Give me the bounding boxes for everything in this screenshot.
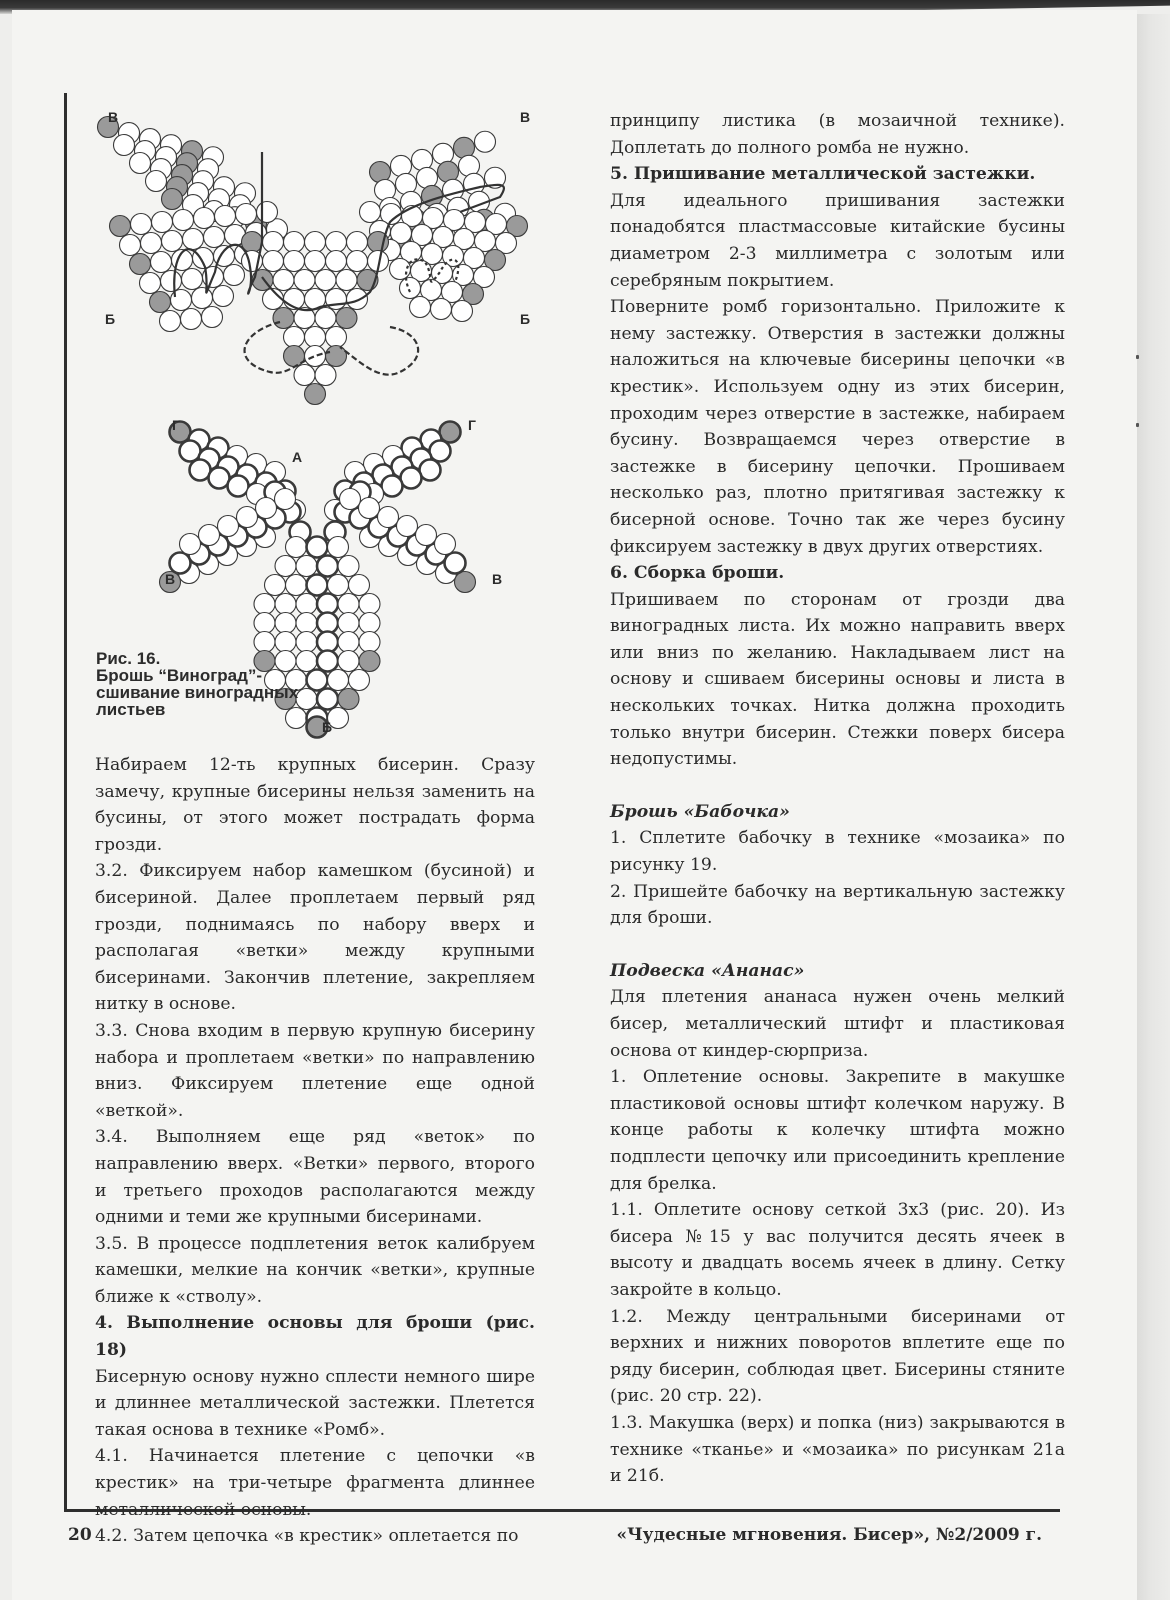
bead <box>410 297 431 318</box>
paragraph: 4.1. Начинается плетение с цепочки «в крестик» на три-четыре фрагмента длиннее металлической основы. <box>95 1446 535 1520</box>
left-text-column <box>95 752 535 1550</box>
bead <box>284 327 305 348</box>
bead <box>173 210 194 231</box>
bead <box>336 308 357 329</box>
paragraph: принципу листика (в мозаичной технике). Доплетать до полного ромба не нужно. <box>610 111 1065 158</box>
bead <box>338 594 359 615</box>
bead <box>296 594 317 615</box>
label-b-bottom: Б <box>322 719 333 735</box>
label-g-right: Г <box>468 417 476 433</box>
bead <box>194 208 215 229</box>
paragraph: Для идеального пришивания застежки понадобятся пластмассовые китайские бусины диаметром 2-3 миллиметра с золотым или серебряным покрытием. <box>610 190 1065 291</box>
publication-title: «Чудесные мгновения. Бисер», №2/2009 г. <box>616 1525 1042 1545</box>
bead <box>452 301 473 322</box>
bead <box>286 537 307 558</box>
bead <box>338 651 359 672</box>
bead <box>120 235 141 256</box>
bead <box>202 307 223 328</box>
paragraph: Поверните ромб горизонтально. Приложите к нему застежку. Отверстия в застежки должны наложиться на ключевые бисерины цепочки «в крестик». Используем одну из этих бисерин, проходим через отверстие в застежке, набираем бусину. Возвращаемся через отверстие в застежке в бисерину цепочки. Прошиваем несколько раз, плотно притягивая застежку к бисерной основе. Точно так же через бусину фиксируем застежку в двух других отверстиях. <box>610 297 1065 557</box>
bead <box>204 227 225 248</box>
bead <box>359 613 380 634</box>
paragraph: 1. Оплетение основы. Закрепите в макушке пластиковой основы штифт колечком наружу. В конце работы к колечку штифта можно подплести цепочку или присоединить крепление для брелка. <box>610 1067 1065 1194</box>
bead <box>275 594 296 615</box>
bead <box>317 556 338 577</box>
bead <box>294 365 315 386</box>
bead-pattern-diagram <box>80 92 550 742</box>
paragraph: 3.4. Выполняем еще ряд «веток» по направлению вверх. «Ветки» первого, второго и третьего проходов располагаются между одними и теми же крупными бисеринами. <box>95 1127 535 1228</box>
bead <box>193 248 214 269</box>
bead <box>338 556 359 577</box>
bead <box>236 204 257 225</box>
figure-number: Рис. 16. <box>96 649 161 668</box>
bead <box>338 689 359 710</box>
label-b-mid-right: Б <box>520 311 531 327</box>
bead <box>317 651 338 672</box>
bead <box>263 232 284 253</box>
bead <box>305 384 326 405</box>
bead <box>162 189 183 210</box>
bead <box>284 251 305 272</box>
paragraph: 3.5. В процессе подплетения веток калибруем камешки, мелкие на кончик «ветки», крупные ближе к «стволу». <box>95 1233 535 1307</box>
bead <box>257 202 278 223</box>
bead <box>317 689 338 710</box>
bead <box>162 231 183 252</box>
bead <box>294 270 315 291</box>
bead <box>328 575 349 596</box>
bead <box>328 537 349 558</box>
bead <box>305 232 326 253</box>
bead <box>213 286 234 307</box>
label-a-center: А <box>292 449 303 465</box>
bead <box>475 131 496 152</box>
label-v-bottom-left: В <box>165 571 176 587</box>
bead <box>336 270 357 291</box>
bead <box>110 216 131 237</box>
paragraph: 1.1. Оплетите основу сеткой 3x3 (рис. 20). Из бисера №15 у вас получится десять ячеек в высоту и двадцать восемь ячеек в длину. Сетку закройте в кольцо. <box>610 1200 1065 1300</box>
bead <box>183 229 204 250</box>
bead <box>326 327 347 348</box>
section-heading: 4. Выполнение основы для броши (рис. 18) <box>95 1313 535 1361</box>
bead <box>390 259 411 280</box>
binding-mark <box>1136 355 1139 359</box>
bead <box>182 269 203 290</box>
label-v-top-left: В <box>108 109 119 125</box>
bead <box>286 575 307 596</box>
section-heading: 6. Сборка броши. <box>610 563 785 584</box>
figure-caption <box>96 650 316 718</box>
bead <box>224 265 245 286</box>
paragraph: 3.3. Снова входим в первую крупную бисерину набора и проплетаем «ветки» по направлению вниз. Фиксируем плетение еще одной «веткой». <box>95 1020 535 1121</box>
bead <box>307 575 328 596</box>
paragraph: Набираем 12-ть крупных бисерин. Сразу замечу, крупные бисерины нельзя заменить на бусины, от этого может пострадать форма грозди. <box>95 755 535 855</box>
bead <box>349 575 370 596</box>
bead <box>305 251 326 272</box>
bead <box>305 346 326 367</box>
bead <box>114 135 135 156</box>
bead <box>416 525 437 546</box>
bead <box>378 507 399 528</box>
bead <box>359 594 380 615</box>
bead <box>315 308 336 329</box>
bead <box>359 651 380 672</box>
page-spine-shadow <box>1137 14 1170 1600</box>
bead <box>349 670 370 691</box>
bead <box>130 254 151 275</box>
page-number: 20 <box>68 1525 92 1545</box>
bead <box>218 516 239 537</box>
paragraph: 3.2. Фиксируем набор камешком (бусиной) и бисериной. Далее проплетаем первый ряд грозди, поднимаясь по набору вверх и располагая «ветки» между крупными бисеринами. Закончив плетение, закрепляем нитку в основе. <box>95 861 535 1015</box>
bead <box>326 346 347 367</box>
right-text-column <box>610 108 1065 1490</box>
bead <box>265 575 286 596</box>
bead <box>131 214 152 235</box>
bead <box>347 251 368 272</box>
bead <box>256 498 277 519</box>
bead <box>254 613 275 634</box>
bead <box>275 556 296 577</box>
bead <box>237 507 258 528</box>
bead <box>296 556 317 577</box>
figure-16-bead-diagram <box>80 92 550 742</box>
bead <box>359 498 380 519</box>
paragraph: Пришиваем по сторонам от грозди два виноградных листа. Их можно направить вверх или вниз по желанию. Накладываем лист на основу и сшиваем бисерины основы и листа в нескольких точках. Нитка должна проходить только внутри бисерин. Стежки поверх бисера недопустимы. <box>610 589 1065 770</box>
subsection-title: Подвеска «Ананас» <box>610 960 805 981</box>
bead <box>181 309 202 330</box>
bead <box>360 202 381 223</box>
bead <box>275 489 296 510</box>
bead <box>152 212 173 233</box>
bead <box>150 292 171 313</box>
paragraph: 4.2. Затем цепочка «в крестик» оплетается по <box>95 1526 519 1547</box>
binding-mark <box>1136 423 1139 427</box>
bead <box>273 308 294 329</box>
bead <box>160 311 181 332</box>
bead <box>315 270 336 291</box>
bead <box>130 153 151 174</box>
paragraph: Для плетения ананаса нужен очень мелкий бисер, металлический штифт и пластиковая основа от киндер-сюрприза. <box>610 987 1065 1061</box>
bead <box>146 171 167 192</box>
bead <box>338 632 359 653</box>
bead <box>228 476 249 497</box>
paragraph: 2. Пришейте бабочку на вертикальную застежку для броши. <box>610 881 1065 929</box>
label-v-top-right: В <box>520 109 531 125</box>
bead <box>400 278 421 299</box>
bead <box>296 613 317 634</box>
bead <box>328 670 349 691</box>
bead <box>284 232 305 253</box>
bead <box>359 632 380 653</box>
label-v-bottom-right: В <box>492 571 503 587</box>
bead <box>161 271 182 292</box>
bead <box>140 273 161 294</box>
paragraph: 1. Сплетите бабочку в технике «мозаика» по рисунку 19. <box>610 828 1065 876</box>
bead <box>455 572 476 593</box>
bead <box>254 594 275 615</box>
bead <box>435 534 456 555</box>
label-b-mid-left: Б <box>105 311 116 327</box>
paragraph: 1.3. Макушка (верх) и попка (низ) закрываются в технике «тканье» и «мозаика» по рисункам 21а и 21б. <box>610 1412 1065 1487</box>
bead <box>275 613 296 634</box>
bead <box>347 232 368 253</box>
bead <box>215 206 236 227</box>
bead <box>180 534 201 555</box>
bead <box>151 252 172 273</box>
left-border-rule <box>64 93 67 1511</box>
bead <box>326 232 347 253</box>
subsection-title: Брошь «Бабочка» <box>610 801 790 822</box>
bead <box>315 365 336 386</box>
label-g-left: Г <box>172 417 180 433</box>
bead <box>338 613 359 634</box>
bead <box>347 289 368 310</box>
bead <box>382 476 403 497</box>
bead <box>305 327 326 348</box>
figure-caption-text: Брошь “Виноград”- сшивание виноградных листьев <box>96 666 299 719</box>
bead <box>340 489 361 510</box>
bead <box>199 525 220 546</box>
bead <box>263 251 284 272</box>
bead <box>141 233 162 254</box>
paragraph: Бисерную основу нужно сплести немного шире и длиннее металлической застежки. Плетется такая основа в технике «Ромб». <box>95 1366 535 1440</box>
bead <box>307 537 328 558</box>
bead <box>273 270 294 291</box>
bead <box>326 251 347 272</box>
paragraph: 1.2. Между центральными бисеринами от верхних и нижних поворотов вплетите еще по ряду бисерин, соблюдая цвет. Бисерины стяните (рис. 20 стр. 22). <box>610 1306 1065 1407</box>
bead <box>397 516 418 537</box>
bead <box>192 288 213 309</box>
bead <box>431 299 452 320</box>
section-heading: 5. Пришивание металлической застежки. <box>610 164 1036 185</box>
